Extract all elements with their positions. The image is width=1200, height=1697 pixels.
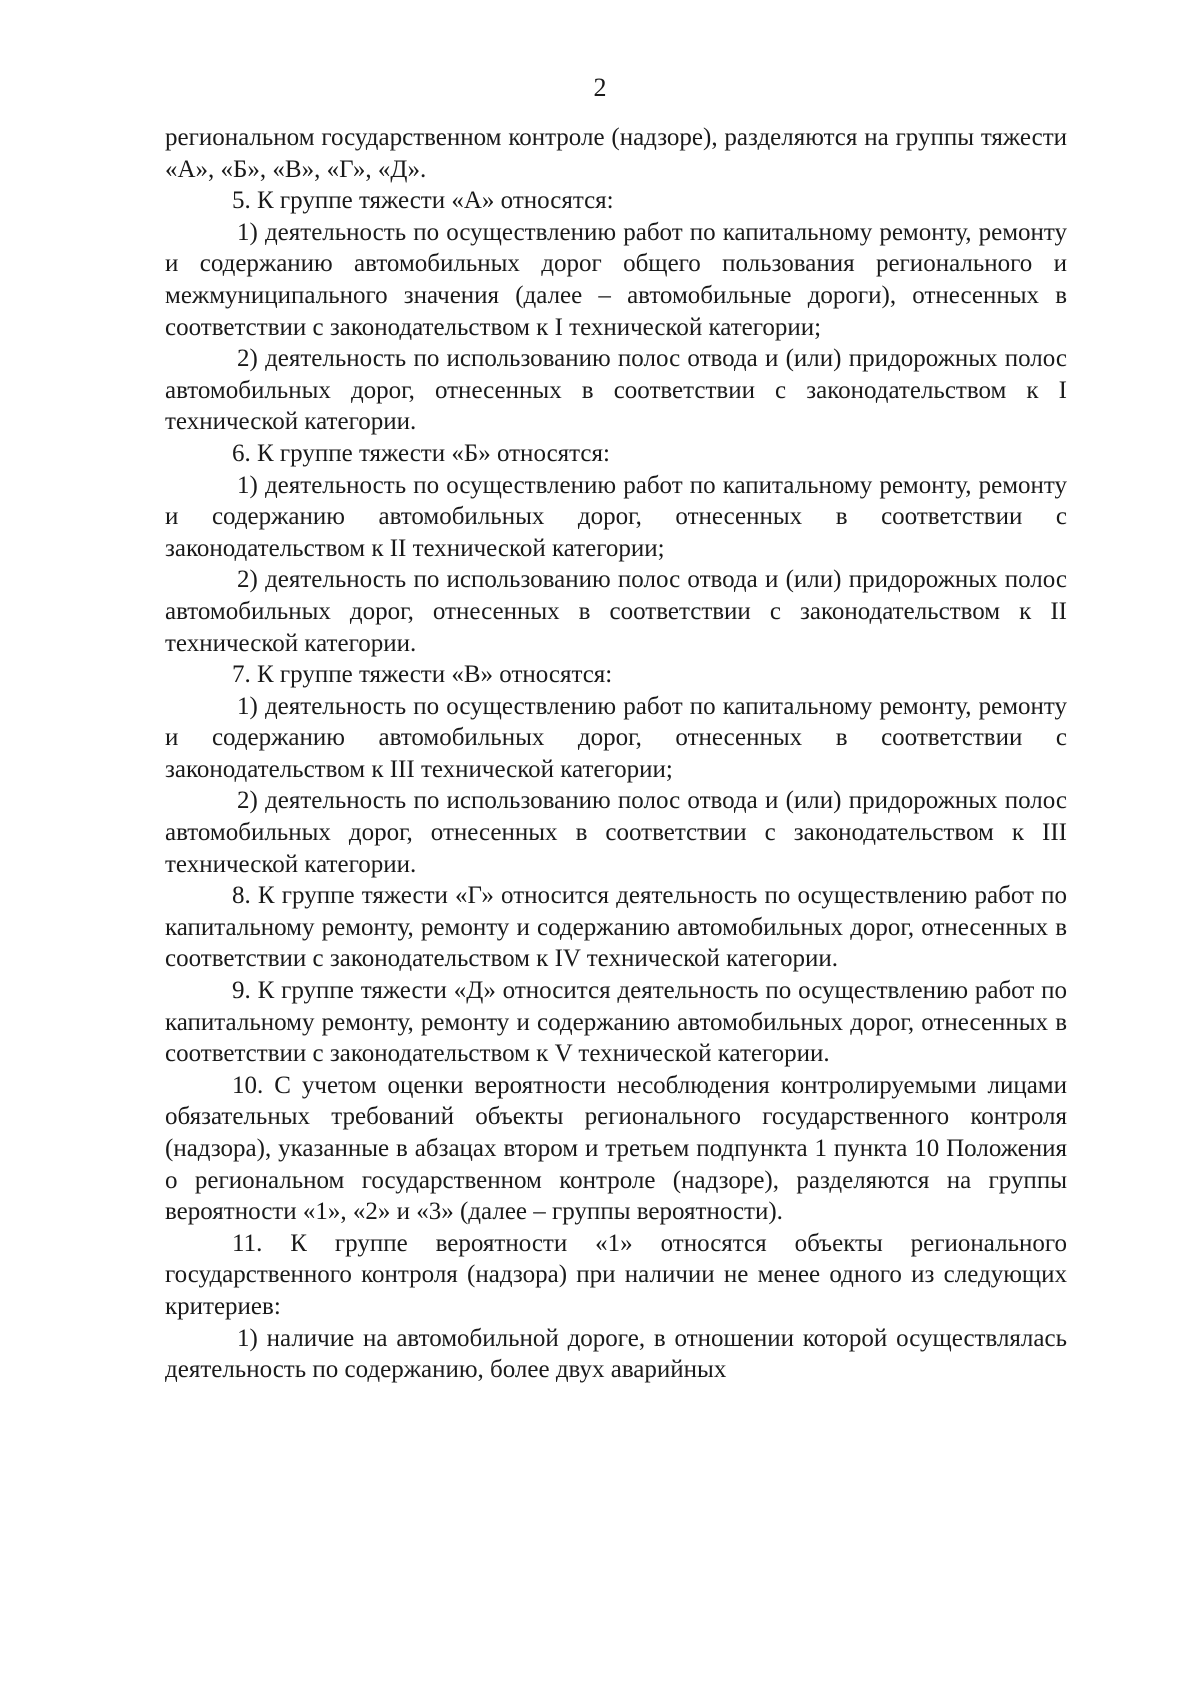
document-body	[165, 122, 1067, 1386]
paragraph-item-5: 5. К группе тяжести «А» относятся:	[232, 187, 614, 215]
paragraph-item-6-sub-1: 1) деятельность по осуществлению работ по капитальному ремонту, ремонту и содержанию автомобильных дорог, отнесенных в соответствии с законодательством к II технической категории;	[165, 471, 1067, 562]
paragraph-item-6-sub-2: 2) деятельность по использованию полос отвода и (или) придорожных полос автомобильных дорог, отнесенных в соответствии с законодательством к II технической категории.	[165, 566, 1067, 657]
paragraph-item-7-sub-2: 2) деятельность по использованию полос отвода и (или) придорожных полос автомобильных дорог, отнесенных в соответствии с законодательством к III технической категории.	[165, 787, 1067, 878]
paragraph-item-5-sub-1: 1) деятельность по осуществлению работ по капитальному ремонту, ремонту и содержанию автомобильных дорог общего пользования регионального и межмуниципального значения (далее – автомобильные дороги), отнесенных в соответствии с законодательством к I технической категории;	[165, 218, 1067, 341]
paragraph-item-8: 8. К группе тяжести «Г» относится деятельность по осуществлению работ по капитальному ремонту, ремонту и содержанию автомобильных дорог, отнесенных в соответствии с законодательством к IV технической категории.	[165, 882, 1067, 973]
paragraph-item-7-sub-1: 1) деятельность по осуществлению работ по капитальному ремонту, ремонту и содержанию автомобильных дорог, отнесенных в соответствии с законодательством к III технической категории;	[165, 692, 1067, 783]
paragraph-item-5-sub-2: 2) деятельность по использованию полос отвода и (или) придорожных полос автомобильных дорог, отнесенных в соответствии с законодательством к I технической категории.	[165, 345, 1067, 436]
paragraph-item-6: 6. К группе тяжести «Б» относятся:	[232, 439, 610, 467]
paragraph-continuation: региональном государственном контроле (надзоре), разделяются на группы тяжести «А», «Б», «В», «Г», «Д».	[165, 124, 1067, 183]
paragraph-item-11-sub-1: 1) наличие на автомобильной дороге, в отношении которой осуществлялась деятельность по содержанию, более двух аварийных	[165, 1324, 1067, 1384]
paragraph-item-11: 11. К группе вероятности «1» относятся объекты регионального государственного контроля (надзора) при наличии не менее одного из следующих критериев:	[165, 1229, 1067, 1320]
page-number: 2	[593, 73, 607, 102]
paragraph-item-7: 7. К группе тяжести «В» относятся:	[232, 661, 613, 689]
paragraph-item-10: 10. С учетом оценки вероятности несоблюдения контролируемыми лицами обязательных требований объекты регионального государственного контроля (надзора), указанные в абзацах втором и третьем подпункта 1 пункта 10 Положения о региональном государственном контроле (надзоре), разделяются на группы вероятности «1», «2» и «3» (далее – группы вероятности).	[165, 1071, 1067, 1226]
paragraph-item-9: 9. К группе тяжести «Д» относится деятельность по осуществлению работ по капитальному ремонту, ремонту и содержанию автомобильных дорог, отнесенных в соответствии с законодательством к V технической категории.	[165, 977, 1067, 1068]
